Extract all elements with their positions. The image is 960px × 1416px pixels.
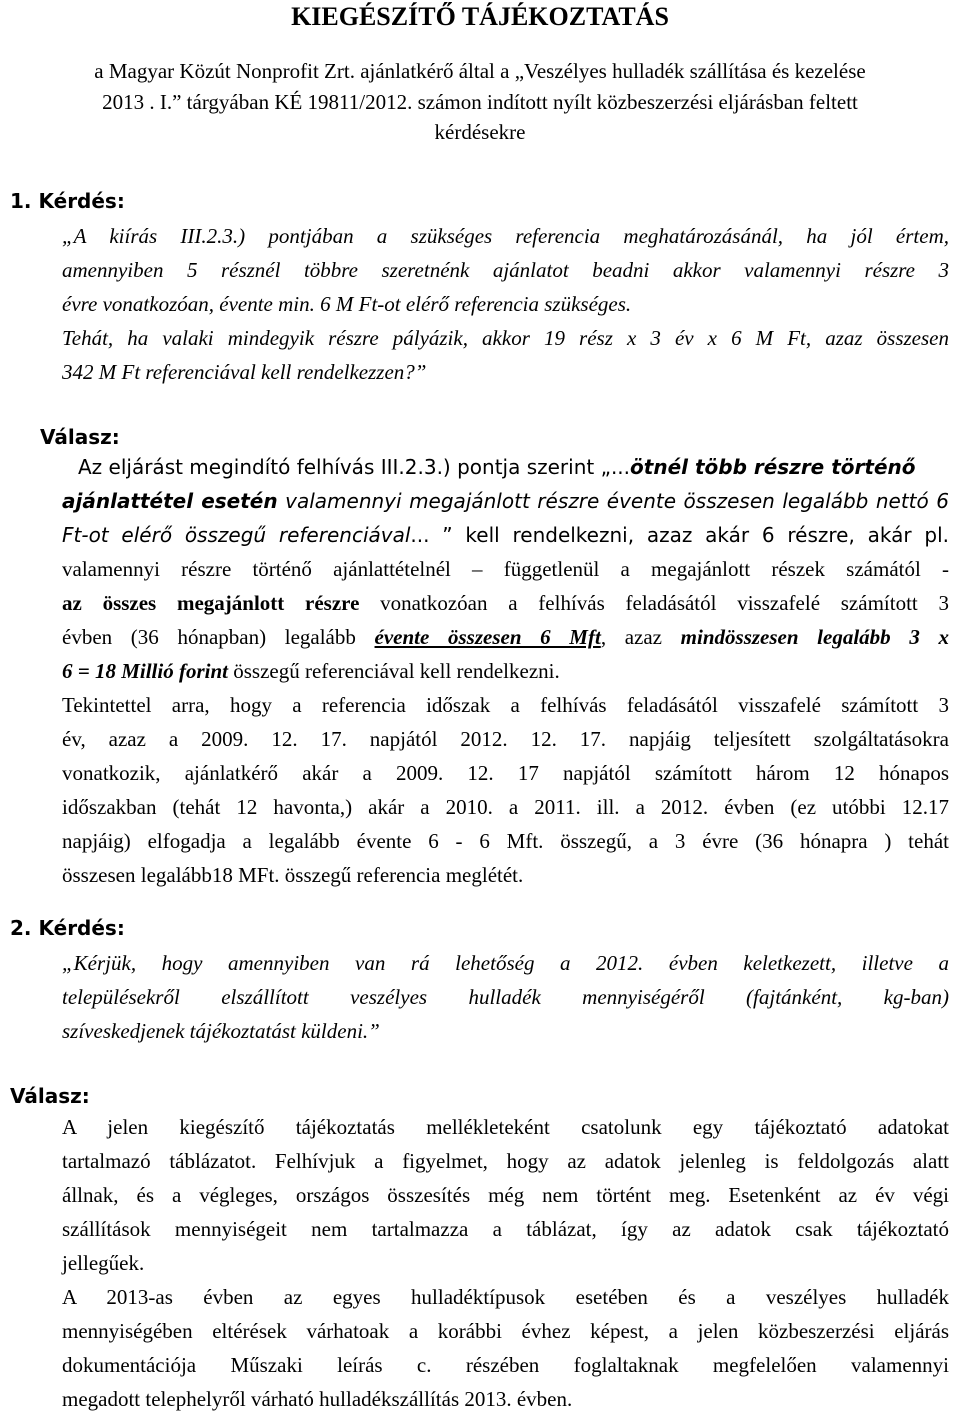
question-1-line: „A kiírás III.2.3.) pontjában a szükséges referencia meghatározásánál, ha jól értem,: [62, 224, 949, 248]
answer-1-line: napjáig) elfogadja a legalább évente 6 - 6 Mft. összegű, a 3 évre (36 hónapra ) tehát: [62, 829, 949, 853]
answer-1-text-run: összegű referenciával kell rendelkezni.: [228, 659, 560, 683]
document-subtitle: [0, 56, 960, 148]
subtitle-line-2: 2013 . I.” tárgyában KÉ 19811/2012. számon indított nyílt közbeszerzési eljárásban feltett: [102, 89, 858, 114]
answer-1-line: [62, 450, 949, 484]
answer-2-line: tartalmazó táblázatot. Felhívjuk a figyelmet, hogy az adatok jelenleg is feldolgozás alatt: [62, 1149, 949, 1173]
question-1-line: amennyiben 5 résznél többre szeretnénk ajánlatot beadni akkor valamennyi részre 3: [62, 258, 949, 282]
question-1-line: 342 M Ft referenciával kell rendelkezzen?”: [62, 360, 427, 384]
answer-1-line: [62, 586, 949, 620]
answer-1-text-run: , azaz: [600, 625, 681, 649]
question-2-line: „Kérjük, hogy amennyiben van rá lehetőség a 2012. évben keletkezett, illetve a: [62, 951, 949, 975]
answer-1-text: [62, 450, 949, 892]
answer-1-underlined: évente összesen 6 Mft: [374, 625, 601, 649]
answer-2-line: megadott telephelyről várható hulladékszállítás 2013. évben.: [62, 1387, 573, 1411]
question-1-line: Tehát, ha valaki mindegyik részre pályázik, akkor 19 rész x 3 év x 6 M Ft, azaz összesen: [62, 326, 949, 350]
answer-1-line: [62, 654, 949, 688]
subtitle-line-3: kérdésekre: [434, 120, 526, 144]
subtitle-line-1: a Magyar Közút Nonprofit Zrt. ajánlatkérő által a „Veszélyes hulladék szállítása és kezelése: [94, 59, 866, 83]
answer-2-line: állnak, és a végleges, országos összesítés még nem történt meg. Esetenként az év végi: [62, 1183, 949, 1207]
answer-1-line: vonatkozik, ajánlatkérő akár a 2009. 12. 17 napjától számított három 12 hónapos: [62, 761, 949, 785]
answer-1-line: Tekintettel arra, hogy a referencia időszak a felhívás feladásától visszafelé számított 3: [62, 693, 949, 717]
question-1-heading: 1. Kérdés:: [10, 189, 125, 213]
answer-1-quote-emphasis: ötnél több részre történő: [630, 455, 916, 479]
question-1-line: évre vonatkozóan, évente min. 6 M Ft-ot elérő referencia szükséges.: [62, 292, 632, 316]
answer-1-quote-intro: Az eljárást megindító felhívás III.2.3.) pontja szerint „...: [78, 455, 631, 479]
answer-2-text: [62, 1110, 949, 1416]
question-2-line: szíveskedjenek tájékoztatást küldeni.”: [62, 1019, 380, 1043]
document-title: KIEGÉSZÍTŐ TÁJÉKOZTATÁS: [291, 2, 669, 31]
answer-1-bold: az összes megajánlott részre: [62, 591, 360, 615]
question-2-heading: 2. Kérdés:: [10, 916, 125, 940]
answer-2-line: szállítások mennyiségeit nem tartalmazza a táblázat, így az adatok csak tájékoztató: [62, 1217, 949, 1241]
question-2-line: településekről elszállított veszélyes hulladék mennyiségéről (fajtánként, kg-ban): [62, 985, 949, 1009]
answer-1-line: [62, 518, 949, 552]
question-1-text: [62, 219, 949, 389]
answer-1-text-run: évben (36 hónapban) legalább: [62, 625, 375, 649]
answer-2-line: mennyiségében eltérések várhatoak a korábbi évhez képest, a jelen közbeszerzési eljárás: [62, 1319, 949, 1343]
answer-1-italic: valamennyi megajánlott részre évente összesen legalább nettó 6: [285, 489, 949, 513]
answer-1-line: [62, 620, 949, 654]
answer-1-line: év, azaz a 2009. 12. 17. napjától 2012. 12. 17. napjáig teljesített szolgáltatásokra: [62, 727, 949, 751]
answer-1-line: időszakban (tehát 12 havonta,) akár a 2010. a 2011. ill. a 2012. évben (ez utóbbi 12.17: [62, 795, 949, 819]
question-2-text: [62, 946, 949, 1048]
answer-2-line: A 2013-as évben az egyes hulladéktípusok esetében és a veszélyes hulladék: [62, 1285, 949, 1309]
answer-1-emphasis: 6 = 18 Millió forint: [62, 659, 228, 683]
answer-2-heading: Válasz:: [10, 1084, 90, 1108]
answer-1-emphasis: ajánlattétel esetén: [62, 489, 278, 513]
answer-1-line: valamennyi részre történő ajánlattételnél – függetlenül a megajánlott részek számától -: [62, 557, 949, 581]
answer-1-line: [62, 484, 949, 518]
answer-1-emphasis: mindösszesen legalább 3 x: [680, 625, 949, 649]
answer-1-heading: Válasz:: [40, 425, 120, 449]
answer-1-text-run: vonatkozóan a felhívás feladásától visszafelé számított 3: [359, 591, 949, 615]
answer-1-line: összesen legalább18 MFt. összegű referencia meglétét.: [62, 863, 524, 887]
answer-1-italic: Ft-ot elérő összegű referenciával: [62, 523, 411, 547]
answer-1-text-run: ... ” kell rendelkezni, azaz akár 6 részre, akár pl.: [410, 523, 949, 547]
answer-2-line: jellegűek.: [62, 1251, 145, 1275]
answer-2-line: dokumentációja Műszaki leírás c. részében foglaltaknak megfelelően valamennyi: [62, 1353, 949, 1377]
answer-2-line: A jelen kiegészítő tájékoztatás mellékleteként csatolunk egy tájékoztató adatokat: [62, 1115, 949, 1139]
